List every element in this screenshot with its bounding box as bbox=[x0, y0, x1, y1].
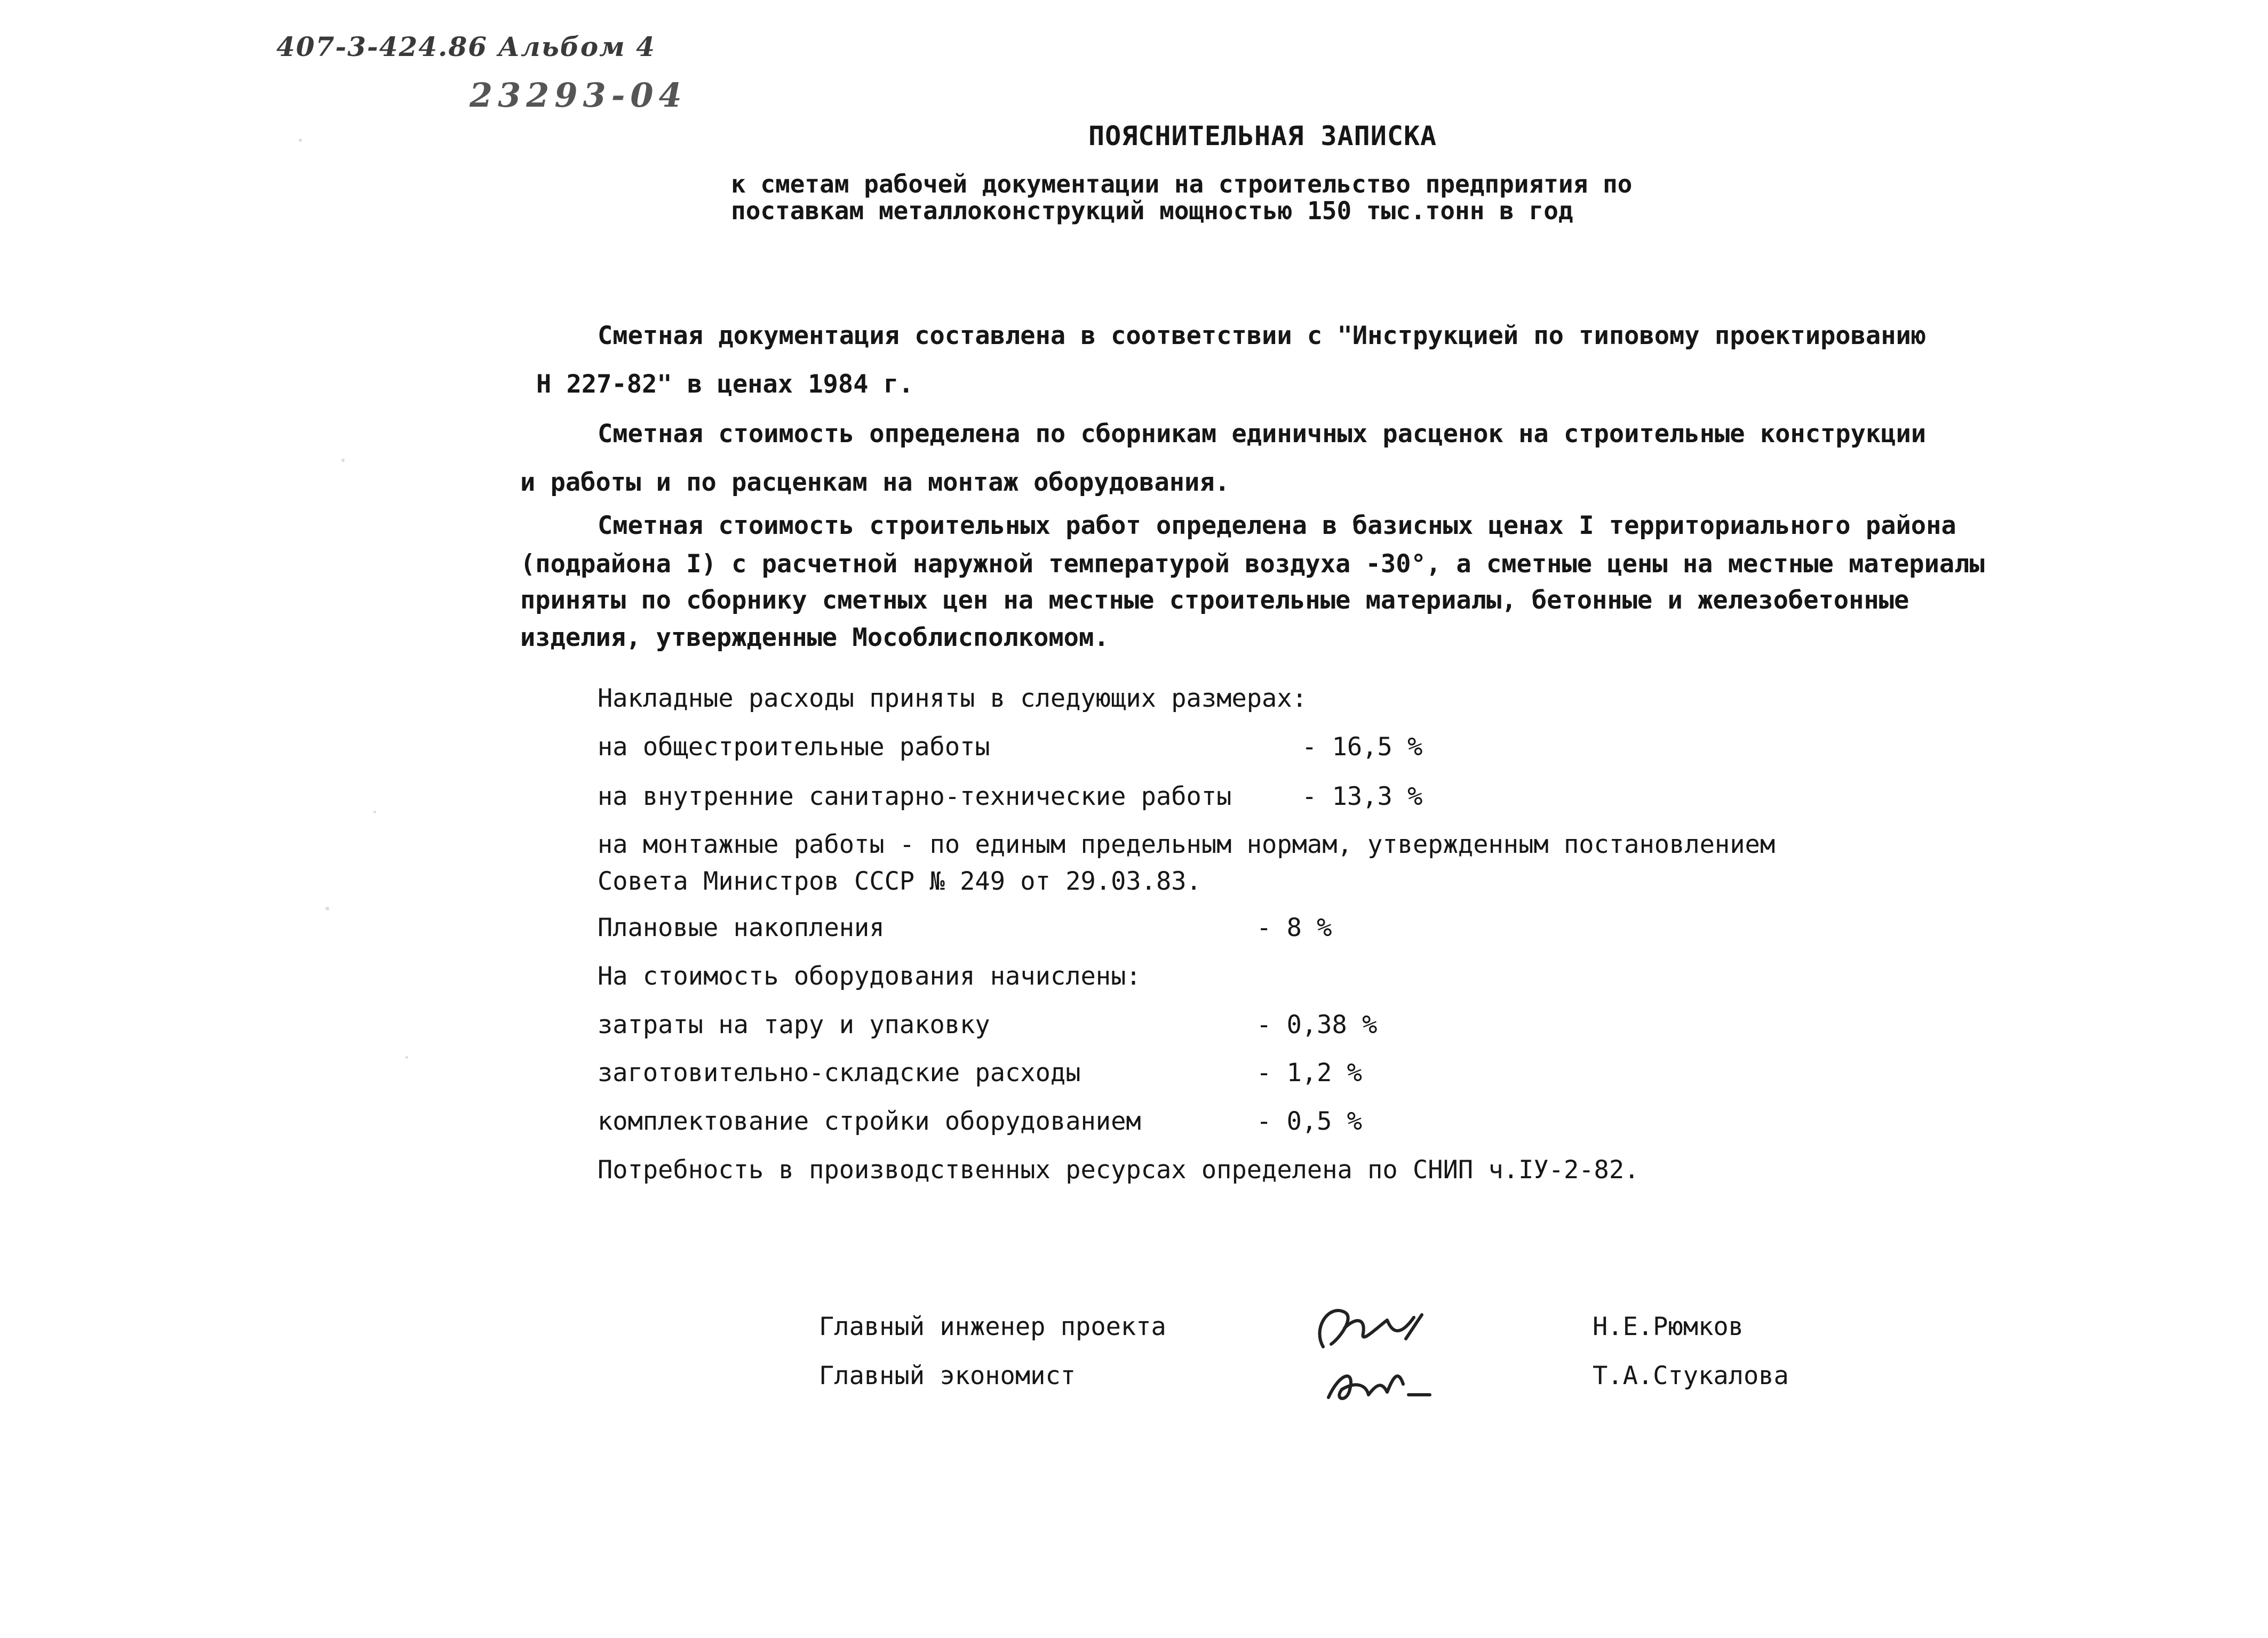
paragraph-2-line-1: Сметная стоимость определена по сборникам единичных расценок на строительные конструкции bbox=[598, 419, 1927, 449]
scan-noise bbox=[325, 907, 329, 910]
chief-engineer-signature bbox=[1307, 1296, 1446, 1360]
paragraph-3-line-1: Сметная стоимость строительных работ определена в базисных ценах I территориального района bbox=[598, 511, 1956, 540]
paragraph-3-line-2: (подрайона I) с расчетной наружной температурой воздуха -30°, а сметные цены на местные материалы bbox=[520, 549, 1985, 579]
chief-economist-signature bbox=[1318, 1352, 1457, 1416]
chief-engineer-title: Главный инженер проекта bbox=[819, 1312, 1166, 1341]
subtitle-line: поставкам металлоконструкций мощностью 150 тыс.тонн в год bbox=[731, 196, 1573, 225]
equipment-intro: На стоимость оборудования начислены: bbox=[598, 962, 1141, 991]
chief-engineer-name: Н.Е.Рюмков bbox=[1593, 1312, 1744, 1341]
overhead-installation-line-2: Совета Министров СССР № 249 от 29.03.83. bbox=[598, 867, 1201, 896]
resources-line: Потребность в производственных ресурсах определена по СНИП ч.IУ-2-82. bbox=[598, 1155, 1640, 1185]
equipment-procurement-label: заготовительно-складские расходы bbox=[598, 1058, 1081, 1088]
equipment-completion-label: комплектование стройки оборудованием bbox=[598, 1107, 1141, 1136]
subtitle-line: к сметам рабочей документации на строительство предприятия по bbox=[731, 170, 1633, 198]
handwritten-number: 23293-04 bbox=[469, 76, 687, 115]
scan-noise bbox=[341, 459, 345, 462]
paragraph-2-line-2: и работы и по расценкам на монтаж оборудования. bbox=[520, 468, 1230, 497]
scan-noise bbox=[405, 1056, 408, 1059]
paragraph-1-line-1: Сметная документация составлена в соответствии с "Инструкцией по типовому проектированию bbox=[598, 321, 1927, 350]
equipment-completion-value: - 0,5 % bbox=[1256, 1107, 1363, 1136]
equipment-procurement-value: - 1,2 % bbox=[1256, 1058, 1363, 1088]
overhead-installation-line-1: на монтажные работы - по единым предельным нормам, утвержденным постановлением bbox=[598, 830, 1776, 859]
overhead-sanitary-label: на внутренние санитарно-технические работы bbox=[598, 782, 1232, 811]
overhead-sanitary-value: - 13,3 % bbox=[1302, 782, 1423, 811]
overheads-intro: Накладные расходы приняты в следующих размерах: bbox=[598, 684, 1307, 713]
overhead-general-value: - 16,5 % bbox=[1302, 732, 1423, 762]
overhead-general-label: на общестроительные работы bbox=[598, 732, 990, 762]
paragraph-1-line-2: Н 227-82" в ценах 1984 г. bbox=[536, 370, 914, 399]
handwritten-reference: 407-3-424.86 Альбом 4 bbox=[276, 31, 656, 62]
paragraph-3-line-4: изделия, утвержденные Мособлисполкомом. bbox=[520, 623, 1109, 652]
equipment-packing-value: - 0,38 % bbox=[1256, 1010, 1378, 1040]
planned-savings-value: - 8 % bbox=[1256, 913, 1332, 942]
planned-savings-label: Плановые накопления bbox=[598, 913, 885, 942]
scan-noise bbox=[299, 139, 302, 142]
paragraph-3-line-3: приняты по сборнику сметных цен на местные строительные материалы, бетонные и железобетонные bbox=[520, 586, 1909, 615]
scan-noise bbox=[373, 811, 376, 813]
document-subtitle bbox=[731, 171, 1632, 224]
chief-economist-title: Главный экономист bbox=[819, 1361, 1076, 1391]
chief-economist-name: Т.А.Стукалова bbox=[1593, 1361, 1789, 1391]
equipment-packing-label: затраты на тару и упаковку bbox=[598, 1010, 990, 1040]
document-title: ПОЯСНИТЕЛЬНАЯ ЗАПИСКА bbox=[1088, 121, 1437, 151]
